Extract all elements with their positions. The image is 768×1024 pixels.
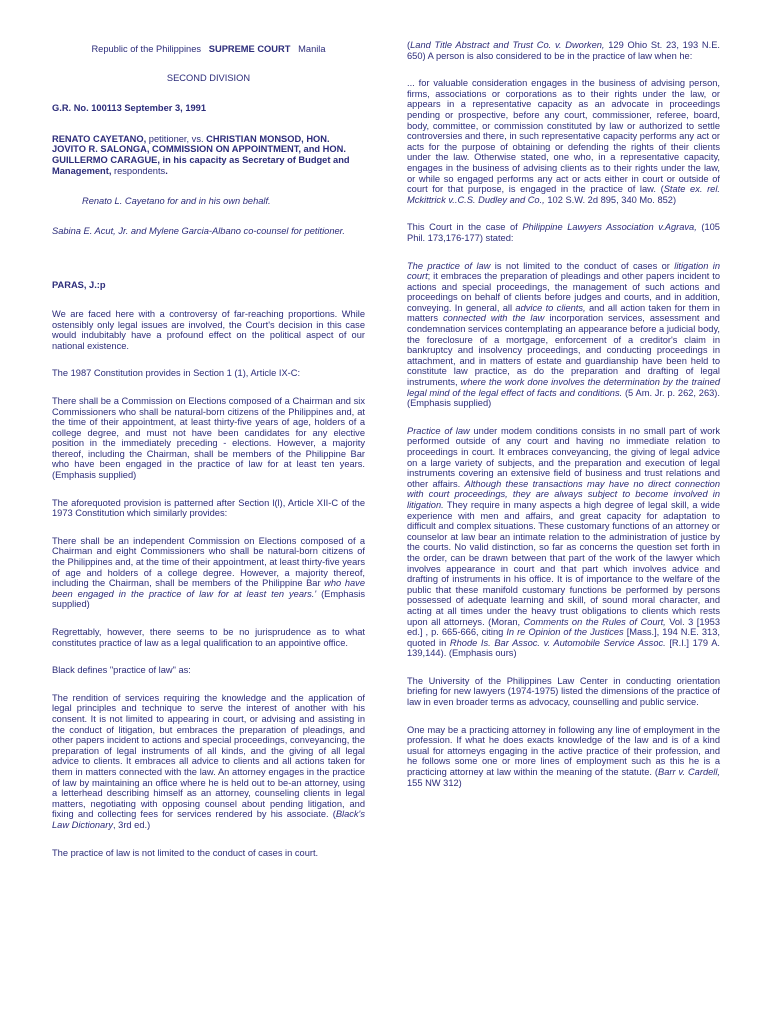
- block-quote: There shall be an independent Commission on Elections composed of a Chairman and eight Commissioners who shall be natural-born citizens of the Philippines and, at the time of their appointment, at least thirty-five years of age and holders of a college degree. However, a majority thereof, including the Chairman, shall be members of the Philippine Bar who have been engaged in the practice of law for at least ten years.' (Emphasis supplied): [52, 535, 366, 610]
- paragraph: (Land Title Abstract and Trust Co. v. Dworken, 129 Ohio St. 23, 193 N.E. 650) A person is also considered to be in the practice of law when he:: [407, 40, 721, 61]
- counsel-petitioner: Renato L. Cayetano for and in his own behalf.: [82, 196, 271, 207]
- petitioner-name: RENATO CAYETANO,: [52, 133, 147, 144]
- co-counsel: Sabina E. Acut, Jr. and Mylene Garcia-Albano co-counsel for petitioner.: [52, 225, 346, 236]
- respondents-names: CHRISTIAN MONSOD, HON. JOVITO R. SALONGA, COMMISSION ON APPOINTMENT, and HON. GUILLERMO CARAGUE, in his capacity as Secretary of Budget and Management,: [52, 133, 350, 176]
- paragraph: This Court in the case of Philippine Lawyers Association v.Agrava, (105 Phil. 173,176-177) stated:: [407, 222, 720, 243]
- paragraph: Black defines "practice of law" as:: [52, 665, 191, 676]
- city-name: Manila: [298, 44, 326, 54]
- paragraph: The aforequoted provision is patterned after Section l(l), Article XII-C of the 1973 Constitution which similarly provides:: [52, 497, 365, 519]
- paragraph: The practice of law is not limited to the conduct of cases in court.: [52, 847, 319, 858]
- ponente: PARAS, J.:p: [52, 280, 106, 291]
- block-quote: One may be a practicing attorney in following any line of employment in the profession. If what he does exacts knowledge of the law and is of a kind usual for attorneys engaging in the active practice of their profession, and he follows some one or more lines of employment such as this he is a practicing attorney at law within the meaning of the statute. (Barr v. Cardell, 155 NW 312): [407, 724, 720, 788]
- block-quote: The rendition of services requiring the knowledge and the application of legal principles and technique to serve the interest of another with his consent. It is not limited to appearing in court, or advising and assisting in the conduct of litigation, but embraces the preparation of pleadings, and other papers incident to actions and special proceedings, conveyancing, the preparation of legal instruments of all kinds, and the giving of all legal advice to clients. It embraces all advice to clients and all actions taken for them in matters connected with the law. An attorney engages in the practice of law by maintaining an office where he is held out to be-an attorney, using a letterhead describing himself as an attorney, counseling clients in legal matters, negotiating with opposing counsel about pending litigation, and fixing and collecting fees for services rendered by his associate. (Black's Law Dictionary, 3rd ed.): [52, 692, 365, 830]
- division-title: SECOND DIVISION: [166, 72, 251, 83]
- paragraph: The 1987 Constitution provides in Section 1 (1), Article IX-C:: [52, 368, 301, 379]
- right-column: [407, 40, 720, 788]
- case-number: G.R. No. 100113 September 3, 1991: [52, 103, 206, 114]
- paragraph: We are faced here with a controversy of far-reaching proportions. While ostensibly only legal issues are involved, the Court's decision in this case would indubitably have a profound effect on the political aspect of our national existence.: [52, 308, 365, 351]
- case-parties: RENATO CAYETANO, petitioner, vs. CHRISTIAN MONSOD, HON. JOVITO R. SALONGA, COMMISSION ON APPOINTMENT, and HON. GUILLERMO CARAGUE, in his capacity as Secretary of Budget and Management, respondents.: [52, 133, 350, 176]
- block-quote: There shall be a Commission on Elections composed of a Chairman and six Commissioners who shall be natural-born citizens of the Philippines and, at the time of their appointment, at least thirty-five years of age, holders of a college degree, and must not have been candidates for any elective position in the immediately preceding - elections. However, a majority thereof, including the Chairman, shall be members of the Philippine Bar who have been engaged in the practice of law for at least ten years. (Emphasis supplied): [52, 395, 365, 481]
- block-quote: Practice of law under modem conditions consists in no small part of work performed outside of any court and having no immediate relation to proceedings in court. It embraces conveyancing, the giving of legal advice on a large variety of subjects, and the preparation and execution of legal instruments covering an extensive field of business and trust relations and other affairs. Although these transactions may have no direct connection with court proceedings, they are always subject to become involved in litigation. They require in many aspects a high degree of legal skill, a wide experience with men and affairs, and great capacity for adaptation to difficult and complex situations. These customary functions of an attorney or counselor at law bear an intimate relation to the administration of justice by the courts. No valid distinction, so far as concerns the question set forth in the order, can be drawn between that part of the work of the lawyer which involves appearance in court and that part which involves advice and drafting of instruments in his office. It is of importance to the welfare of the public that these manifold customary functions be performed by persons possessed of adequate learning and skill, of sound moral character, and acting at all times under the heavy trust obligations to clients which rests upon all attorneys. (Moran, Comments on the Rules of Court, Vol. 3 [1953 ed.] , p. 665-666, citing In re Opinion of the Justices [Mass.], 194 N.E. 313, quoted in Rhode Is. Bar Assoc. v. Automobile Service Assoc. [R.I.] 179 A. 139,144). (Emphasis ours): [407, 425, 721, 659]
- country-name: Republic of the Philippines: [91, 44, 202, 54]
- paragraph: The University of the Philippines Law Center in conducting orientation briefing for new lawyers (1974-1975) listed the dimensions of the practice of law in even broader terms as advocacy, counselling and public service.: [407, 675, 720, 708]
- left-column: [52, 40, 365, 858]
- court-name: SUPREME COURT: [208, 44, 291, 54]
- court-header: [52, 44, 365, 55]
- paragraph: Regrettably, however, there seems to be no jurisprudence as to what constitutes practice of law as a legal qualification to an appointive office.: [52, 627, 365, 648]
- block-quote: ... for valuable consideration engages in the business of advising person, firms, associations or corporations as to their rights under the law, or appears in a representative capacity as an advocate in proceedings pending or prospective, before any court, commissioner, referee, board, body, committee, or commission constituted by law or authorized to settle controversies and there, in such representative capacity performs any act or acts for the purpose of obtaining or defending the rights of their clients under the law. Otherwise stated, one who, in a representative capacity, engages in the business of advising clients as to their rights under the law, or while so engaged performs any act or acts either in court or outside of court for that purpose, is engaged in the practice of law. (State ex. rel. Mckittrick v..C.S. Dudley and Co., 102 S.W. 2d 895, 340 Mo. 852): [407, 78, 720, 205]
- block-quote: The practice of law is not limited to the conduct of cases or litigation in court; it embraces the preparation of pleadings and other papers incident to actions and special proceedings, the management of such actions and proceedings on behalf of clients before judges and courts, and in addition, conveying. In general, all advice to clients, and all action taken for them in matters connected with the law incorporation services, assessment and condemnation services contemplating an appearance before a judicial body, the foreclosure of a mortgage, enforcement of a creditor's claim in bankruptcy and insolvency proceedings, and conducting proceedings in attachment, and in matters of estate and guardianship have been held to constitute law practice, as do the preparation and drafting of legal instruments, where the work done involves the determination by the trained legal mind of the legal effect of facts and conditions. (5 Am. Jr. p. 262, 263). (Emphasis supplied): [407, 260, 721, 409]
